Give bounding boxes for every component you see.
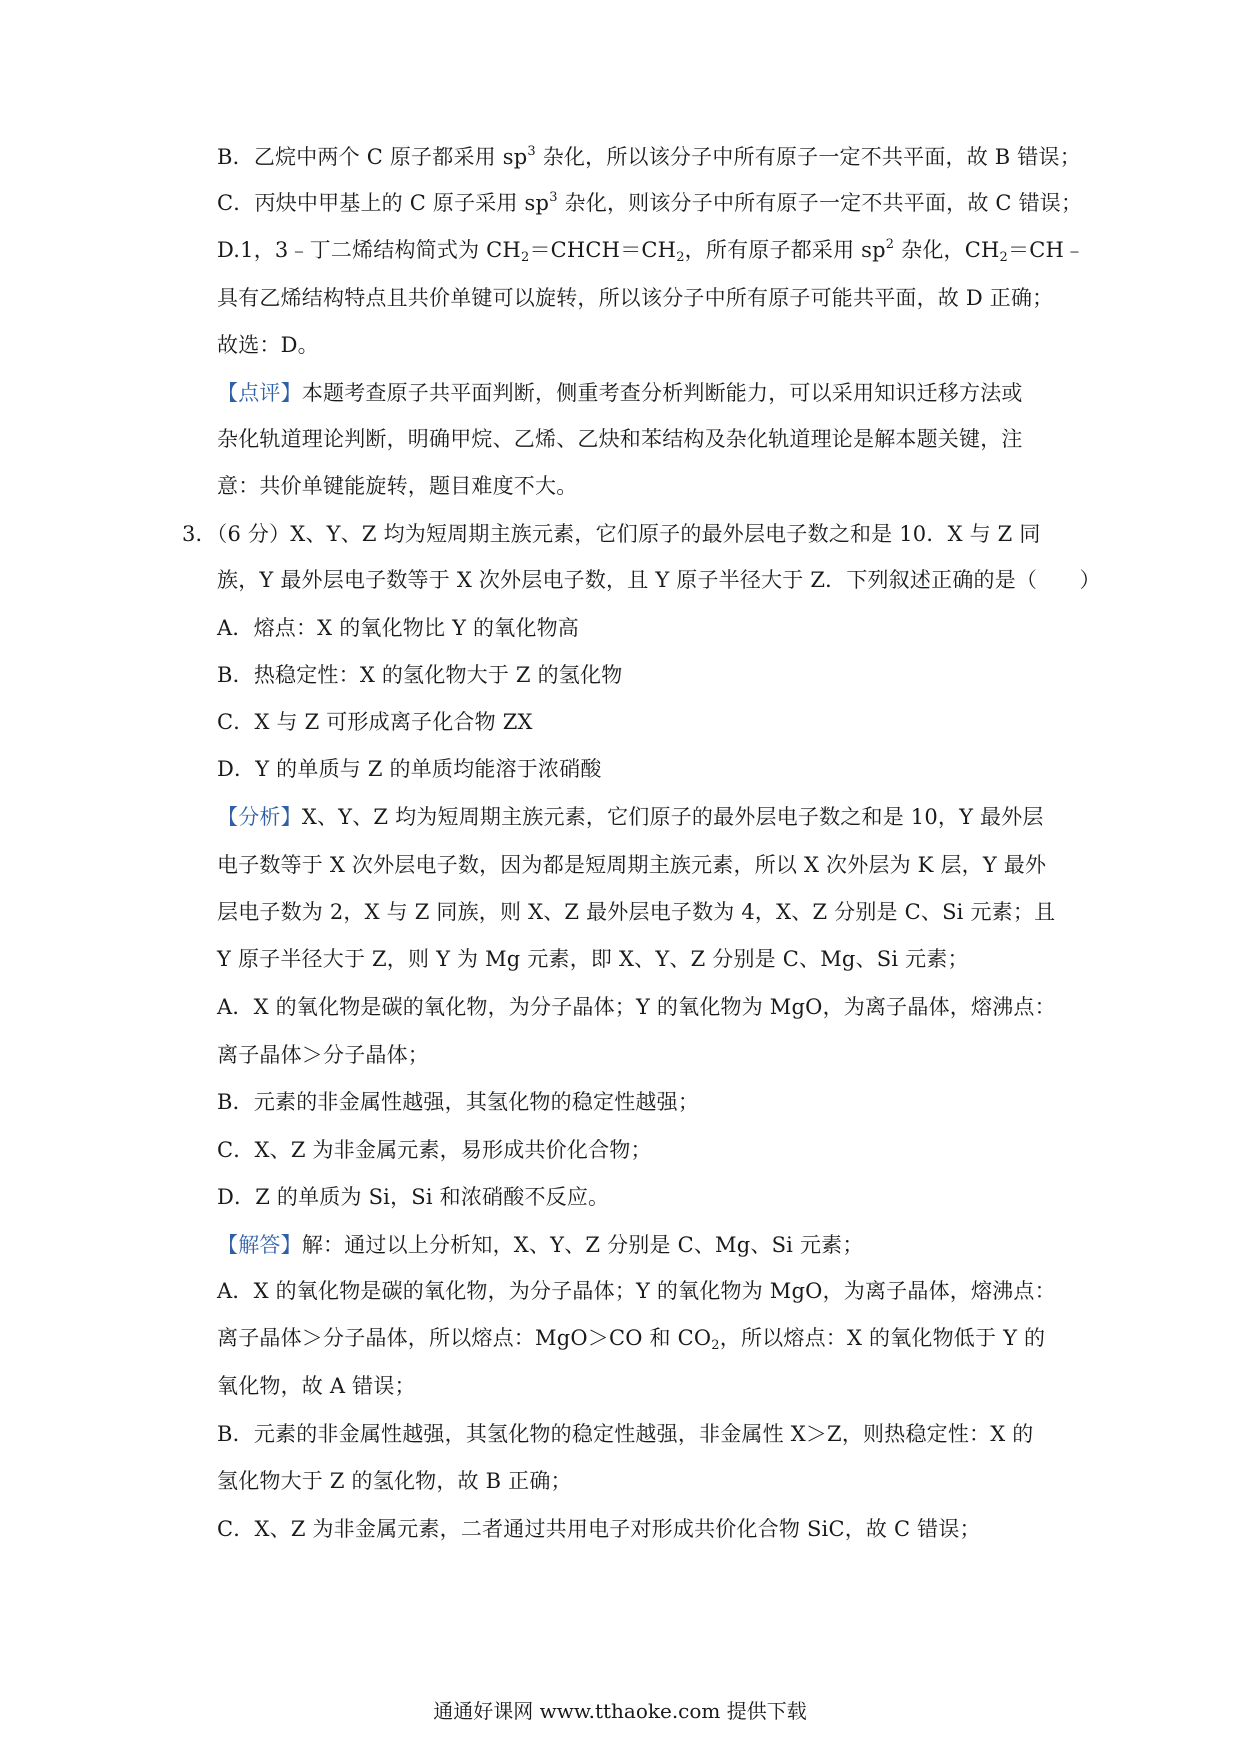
text-line: [217, 944, 1057, 974]
text-line: [217, 471, 1057, 501]
text-line: [217, 1182, 1057, 1212]
text-segment: 本题考查原子共平面判断，侧重考查分析判断能力，可以采用知识迁移方法或: [301, 381, 1023, 405]
text-segment: X、Y、Z 均为短周期主族元素，它们原子的最外层电子数之和是 10，Y 最外层: [301, 805, 1044, 829]
text-segment: ＝CHCH＝CH: [529, 238, 677, 262]
section-tag: 【分析】: [217, 805, 302, 829]
text-segment: 故选：D。: [217, 333, 319, 357]
text-segment: Y 原子半径大于 Z，则 Y 为 Mg 元素，即 X、Y、Z 分别是 C、Mg、Si 元素；: [217, 947, 969, 971]
text-segment: 氧化物，故 A 错误；: [217, 1374, 416, 1398]
text-segment: ＝CH﹣: [1008, 238, 1086, 262]
text-line: [217, 565, 1101, 595]
subscript: 2: [676, 250, 685, 265]
text-line: [217, 1514, 1057, 1544]
text-segment: C．X、Z 为非金属元素，二者通过共用电子对形成共价化合物 SiC，故 C 错误；: [217, 1517, 981, 1541]
text-segment: B．乙烷中两个 C 原子都采用 sp: [217, 145, 528, 169]
text-segment: C．X 与 Z 可形成离子化合物 ZX: [217, 710, 533, 734]
text-segment: 族，Y 最外层电子数等于 X 次外层电子数，且 Y 原子半径大于 Z．下列叙述正确的是（ ）: [217, 568, 1101, 592]
text-segment: 离子晶体＞分子晶体；: [217, 1043, 429, 1067]
text-line: [217, 992, 1057, 1022]
section-tag: 【点评】: [217, 381, 302, 405]
text-segment: C．X、Z 为非金属元素，易形成共价化合物；: [217, 1138, 652, 1162]
text-line: [217, 802, 1057, 832]
text-line: [182, 519, 1041, 549]
text-segment: A．熔点：X 的氧化物比 Y 的氧化物高: [217, 616, 580, 640]
text-segment: 杂化，则该分子中所有原子一定不共平面，故 C 错误；: [557, 191, 1083, 215]
text-segment: C．丙炔中甲基上的 C 原子采用 sp: [217, 191, 550, 215]
text-line: [217, 1466, 1057, 1496]
text-line: [217, 850, 1057, 880]
text-segment: D.1，3﹣丁二烯结构简式为 CH: [217, 238, 521, 262]
text-segment: 3．（6 分）X、Y、Z 均为短周期主族元素，它们原子的最外层电子数之和是 10．X 与 Z 同: [182, 522, 1041, 546]
superscript: 2: [885, 237, 895, 252]
text-segment: ，所以熔点：X 的氧化物低于 Y 的: [719, 1326, 1046, 1350]
text-line: [217, 613, 1057, 643]
text-line: [217, 754, 1057, 784]
section-tag: 【解答】: [217, 1233, 302, 1257]
text-segment: 解：通过以上分析知，X、Y、Z 分别是 C、Mg、Si 元素；: [301, 1233, 864, 1257]
text-segment: A．X 的氧化物是碳的氧化物，为分子晶体；Y 的氧化物为 MgO，为离子晶体，熔沸点：: [217, 995, 1056, 1019]
text-line: [217, 188, 1083, 218]
text-segment: A．X 的氧化物是碳的氧化物，为分子晶体；Y 的氧化物为 MgO，为离子晶体，熔沸点：: [217, 1279, 1056, 1303]
text-line: [217, 330, 1057, 360]
text-segment: 杂化，所以该分子中所有原子一定不共平面，故 B 错误；: [535, 145, 1081, 169]
page-footer: 通通好课网 www.tthaoke.com 提供下载: [433, 1699, 807, 1723]
text-line: [217, 1040, 1057, 1070]
text-line: [217, 283, 1057, 313]
text-segment: B．元素的非金属性越强，其氢化物的稳定性越强；: [217, 1090, 700, 1114]
subscript: 2: [999, 250, 1009, 265]
text-segment: 氢化物大于 Z 的氢化物，故 B 正确；: [217, 1469, 572, 1493]
text-line: [217, 1323, 1057, 1353]
text-segment: 杂化轨道理论判断，明确甲烷、乙烯、乙炔和苯结构及杂化轨道理论是解本题关键，注: [217, 427, 1023, 451]
text-segment: B．热稳定性：X 的氢化物大于 Z 的氢化物: [217, 663, 623, 687]
subscript: 2: [520, 250, 530, 265]
superscript: 3: [549, 190, 558, 205]
text-segment: 意：共价单键能旋转，题目难度不大。: [217, 474, 578, 498]
text-line: [217, 1371, 1057, 1401]
text-segment: 电子数等于 X 次外层电子数，因为都是短周期主族元素，所以 X 次外层为 K 层，Y 最外: [217, 853, 1047, 877]
text-line: [217, 424, 1057, 454]
text-segment: ，所有原子都采用 sp: [684, 238, 886, 262]
text-line: [217, 1419, 1057, 1449]
text-line: [217, 1135, 1057, 1165]
text-segment: D．Z 的单质为 Si，Si 和浓硝酸不反应。: [217, 1185, 610, 1209]
text-segment: D．Y 的单质与 Z 的单质均能溶于浓硝酸: [217, 757, 602, 781]
text-line: [217, 1276, 1057, 1306]
text-line: [217, 378, 1057, 408]
text-line: [217, 660, 1057, 690]
text-segment: 离子晶体＞分子晶体，所以熔点：MgO＞CO 和 CO: [217, 1326, 712, 1350]
text-line: [217, 707, 1057, 737]
subscript: 2: [711, 1338, 720, 1353]
text-line: [217, 235, 1086, 265]
text-line: [217, 1230, 1057, 1260]
text-line: [217, 142, 1081, 172]
text-segment: B．元素的非金属性越强，其氢化物的稳定性越强，非金属性 X＞Z，则热稳定性：X 的: [217, 1422, 1034, 1446]
text-segment: 层电子数为 2，X 与 Z 同族，则 X、Z 最外层电子数为 4，X、Z 分别是 C、Si 元素；且: [217, 900, 1056, 924]
superscript: 3: [527, 144, 536, 159]
text-line: [217, 897, 1057, 927]
text-line: [217, 1087, 1057, 1117]
text-segment: 杂化，CH: [894, 238, 1000, 262]
text-segment: 具有乙烯结构特点且共价单键可以旋转，所以该分子中所有原子可能共平面，故 D 正确；: [217, 286, 1054, 310]
